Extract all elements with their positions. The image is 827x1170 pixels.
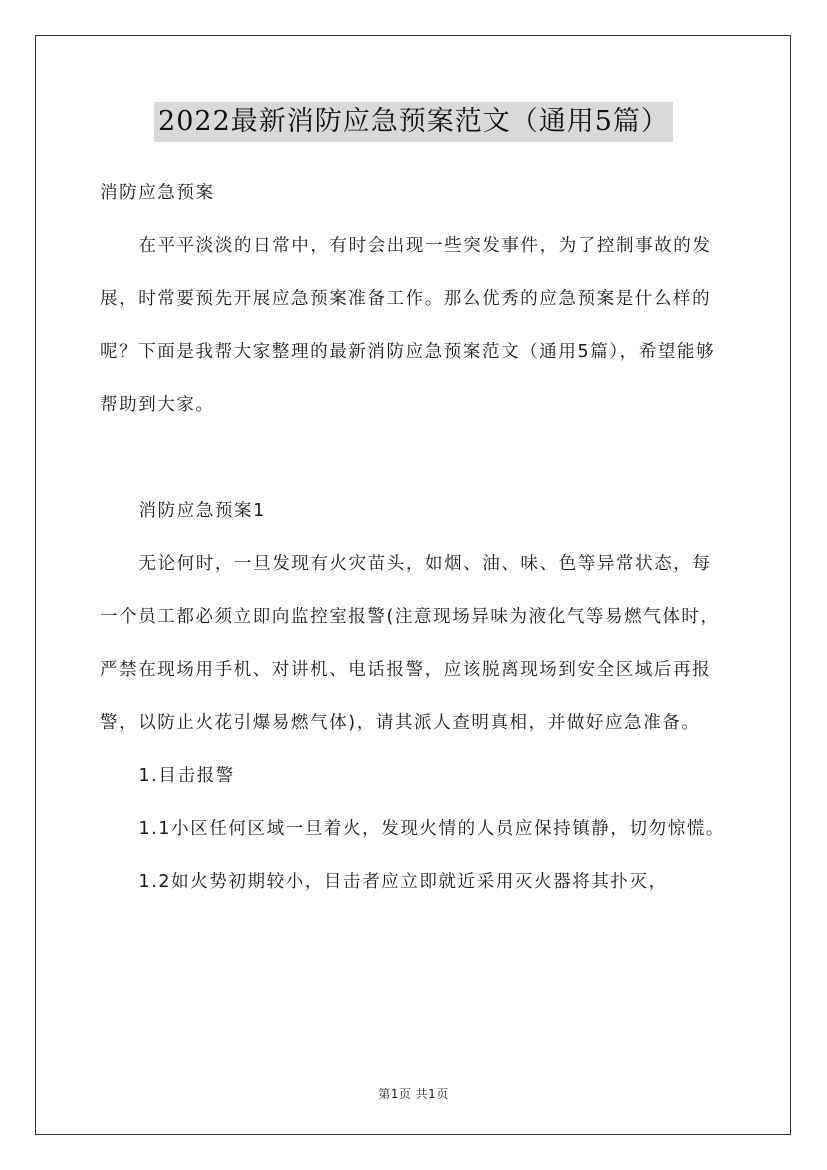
- plan-heading: 消防应急预案1: [138, 501, 266, 521]
- paragraph-spacer: [100, 432, 730, 485]
- intro-paragraph: 在平平淡淡的日常中，有时会出现一些突发事件，为了控制事故的发展，时常要预先开展应急预案准备工作。那么优秀的应急预案是什么样的呢？下面是我帮大家整理的最新消防应急预案范文（通用5篇），希望能够帮助到大家。: [100, 236, 716, 415]
- item-paragraph: 1.2如火势初期较小，目击者应立即就近采用灭火器将其扑灭，: [138, 872, 668, 892]
- section-label: 消防应急预案: [100, 183, 215, 203]
- title-container: [0, 102, 827, 142]
- document-body: [100, 167, 730, 909]
- item-paragraph: 1.1小区任何区域一旦着火，发现火情的人员应保持镇静，切勿惊慌。: [138, 819, 726, 839]
- document-title: 2022最新消防应急预案范文（通用5篇）: [154, 102, 673, 142]
- item-heading: 1.目击报警: [138, 766, 235, 786]
- page-footer: 第1页 共1页: [378, 1087, 449, 1101]
- plan-body-paragraph: 无论何时，一旦发现有火灾苗头，如烟、油、味、色等异常状态，每一个员工都必须立即向监控室报警(注意现场异味为液化气等易燃气体时，严禁在现场用手机、对讲机、电话报警，应该脱离现场到安全区域后再报警，以防止火花引爆易燃气体)，请其派人查明真相，并做好应急准备。: [100, 554, 720, 733]
